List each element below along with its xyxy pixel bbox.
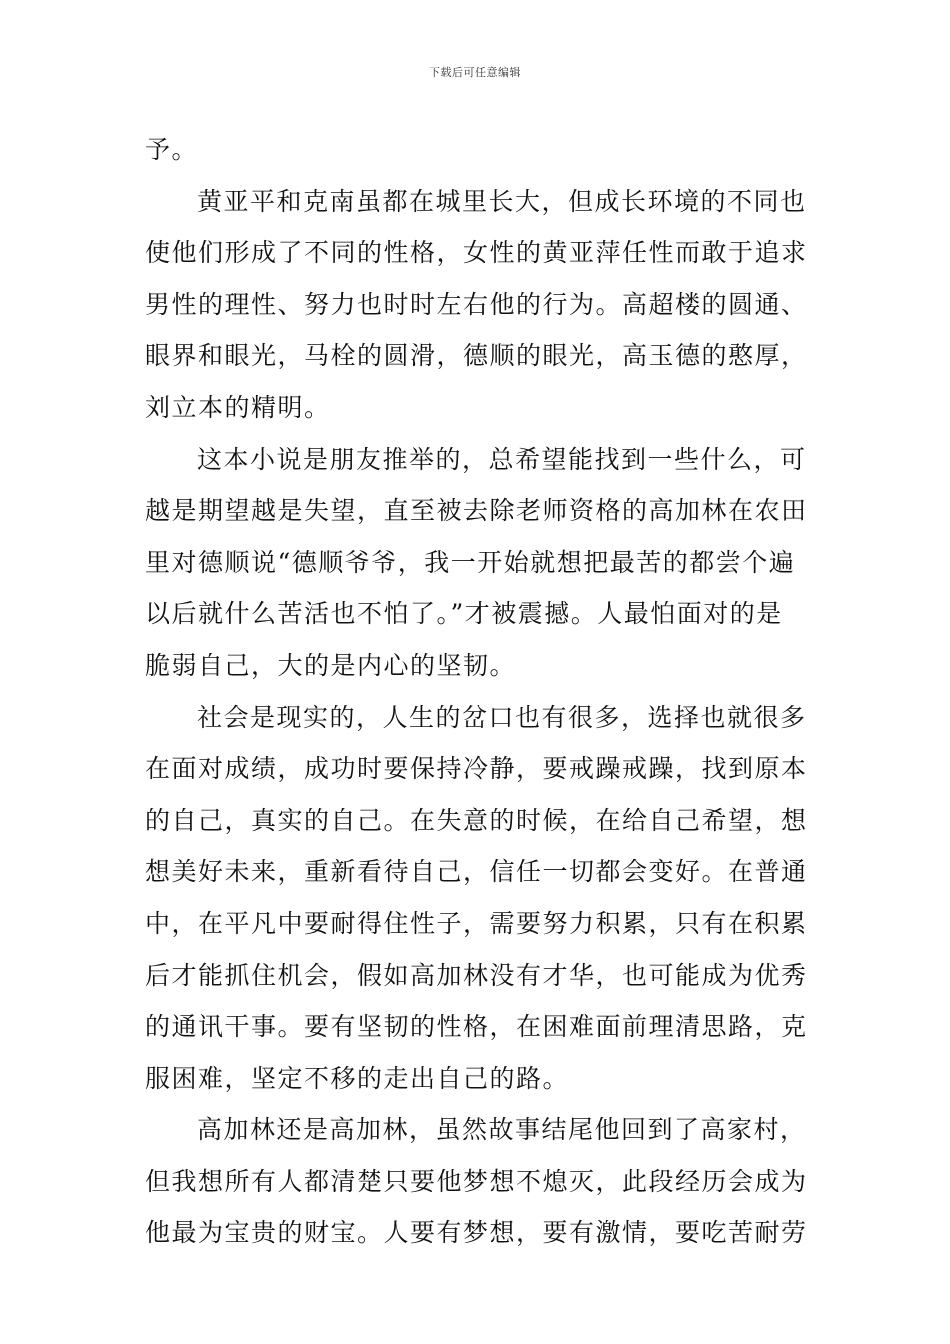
text-line: 的自己，真实的自己。在失意的时候，在给自己希望，想: [145, 805, 808, 835]
text-line: 服困难，坚定不移的走出自己的路。: [145, 1063, 570, 1093]
text-line: 刘立本的精明。: [145, 392, 331, 422]
text-line: 社会是现实的，人生的岔口也有很多，选择也就很多: [197, 702, 807, 732]
document-body: [145, 124, 808, 1259]
text-line: 但我想所有人都清楚只要他梦想不熄灭，此段经历会成为: [145, 1166, 808, 1196]
text-line: 在面对成绩，成功时要保持冷静，要戒躁戒躁，找到原本: [145, 754, 808, 784]
text-line: 越是期望越是失望，直至被去除老师资格的高加林在农田: [145, 496, 808, 526]
text-line: 使他们形成了不同的性格，女性的黄亚萍任性而敢于追求: [145, 238, 808, 268]
text-line: 予。: [145, 135, 199, 164]
text-line: 他最为宝贵的财宝。人要有梦想，要有激情，要吃苦耐劳: [145, 1218, 808, 1248]
text-line: 的通讯干事。要有坚韧的性格，在困难面前理清思路，克: [145, 1012, 808, 1042]
page-header: 下载后可任意编辑: [429, 66, 521, 79]
text-line: 后才能抓住机会，假如高加林没有才华，也可能成为优秀: [145, 960, 808, 990]
text-line: 以后就什么苦活也不怕了。”才被震撼。人最怕面对的是: [145, 599, 783, 629]
text-line: 男性的理性、努力也时时左右他的行为。高超楼的圆通、: [145, 289, 808, 319]
text-line: 黄亚平和克南虽都在城里长大，但成长环境的不同也: [197, 186, 807, 216]
text-line: 里对德顺说“德顺爷爷，我一开始就想把最苦的都尝个遍: [145, 547, 796, 577]
text-line: 脆弱自己，大的是内心的坚韧。: [145, 650, 517, 680]
text-line: 中，在平凡中要耐得住性子，需要努力积累，只有在积累: [145, 908, 808, 938]
text-line: 眼界和眼光，马栓的圆滑，德顺的眼光，高玉德的憨厚，: [145, 341, 808, 371]
text-line: 高加林还是高加林，虽然故事结尾他回到了高家村，: [197, 1115, 807, 1145]
text-line: 想美好未来，重新看待自己，信任一切都会变好。在普通: [145, 857, 808, 887]
text-line: 这本小说是朋友推举的，总希望能找到一些什么，可: [197, 444, 807, 474]
